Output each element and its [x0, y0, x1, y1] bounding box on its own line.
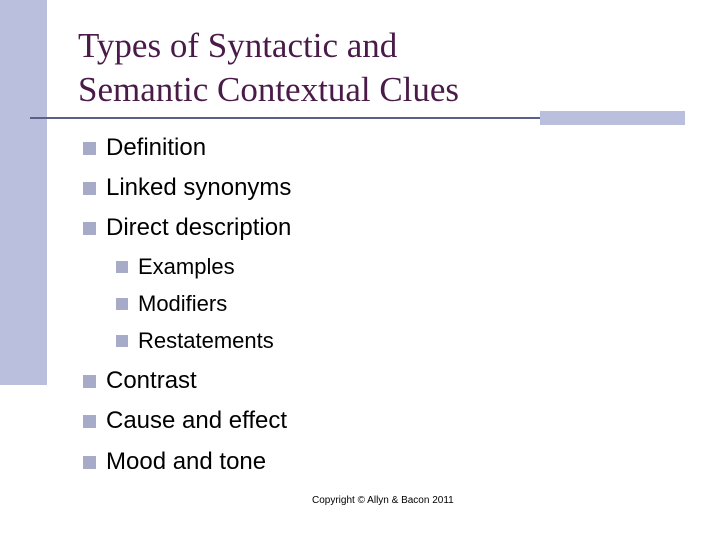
list-item: [83, 133, 206, 163]
square-bullet-icon: [83, 142, 96, 155]
list-item-label: Definition: [106, 134, 207, 161]
square-bullet-icon: [83, 222, 96, 235]
sub-list-item-label: Restatements: [138, 328, 274, 353]
sub-list-item: [116, 253, 235, 281]
square-bullet-icon: [83, 182, 96, 195]
sub-list-item-label: Modifiers: [138, 291, 228, 316]
list-item: [83, 213, 291, 243]
square-bullet-icon: [116, 298, 128, 310]
sub-list-item: [116, 327, 274, 355]
list-item-label: Direct description: [106, 214, 292, 241]
left-accent-bar: [0, 0, 47, 385]
title-line-1: Types of Syntactic and: [78, 26, 398, 65]
title-divider-accent: [540, 111, 685, 125]
list-item-label: Linked synonyms: [106, 174, 292, 201]
square-bullet-icon: [83, 456, 96, 469]
list-item-label: Cause and effect: [106, 407, 288, 434]
square-bullet-icon: [116, 261, 128, 273]
square-bullet-icon: [83, 415, 96, 428]
list-item: [83, 447, 266, 477]
square-bullet-icon: [83, 375, 96, 388]
slide-title: [78, 24, 678, 112]
sub-list-item: [116, 290, 227, 318]
list-item-label: Mood and tone: [106, 448, 267, 475]
sub-list-item-label: Examples: [138, 254, 235, 279]
title-line-2: Semantic Contextual Clues: [78, 70, 460, 109]
list-item-label: Contrast: [106, 367, 197, 394]
square-bullet-icon: [116, 335, 128, 347]
copyright-footer: Copyright © Allyn & Bacon 2011: [312, 495, 454, 506]
list-item: [83, 406, 287, 436]
list-item: [83, 173, 291, 203]
list-item: [83, 366, 197, 396]
